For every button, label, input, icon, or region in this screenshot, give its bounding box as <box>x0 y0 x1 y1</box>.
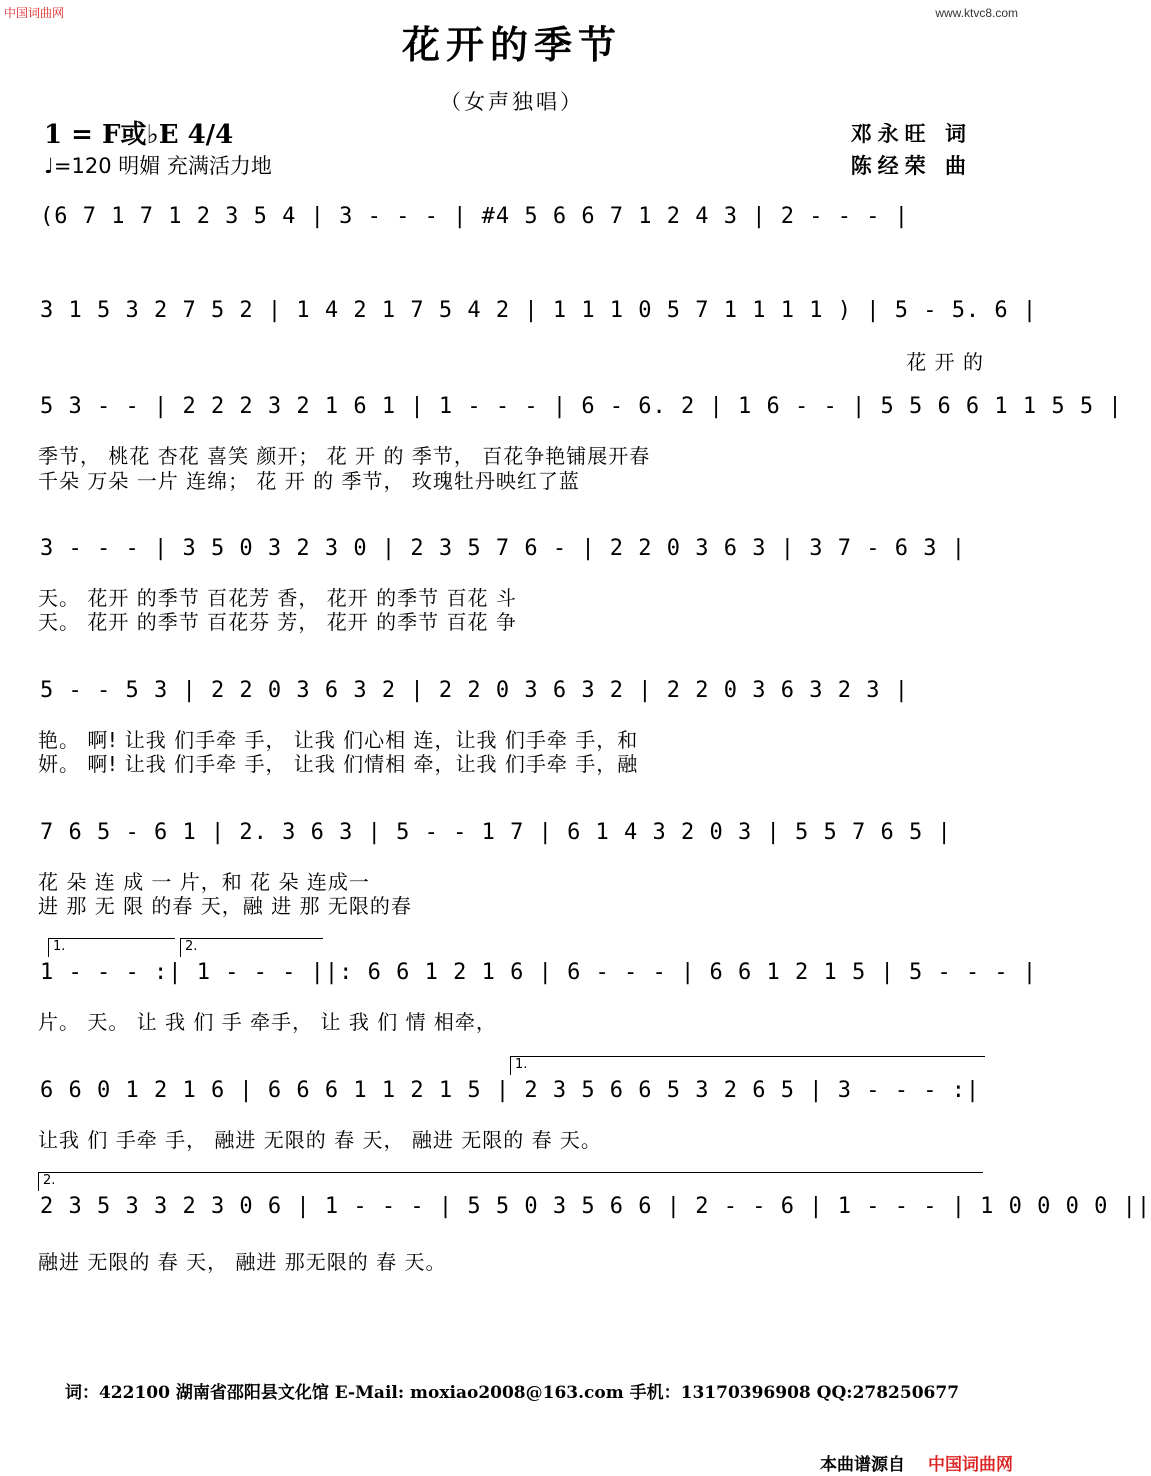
lyric-line-8a: 让我 们 手牵 手， 融进 无限的 春 天， 融进 无限的 春 天。 <box>38 1128 602 1152</box>
site-url: www.ktvc8.com <box>935 6 1018 20</box>
volta-first: 1. <box>48 938 175 957</box>
volta-second-b: 2. <box>38 1172 983 1191</box>
score-line-3: 5 3 - - | 2 2 2 3 2 1 6 1 | 1 - - - | 6 - 6. 2 | 1 6 - - | 5 5 6 6 1 1 5 5 | <box>40 394 1123 419</box>
score-line-8: 6 6 0 1 2 1 6 | 6 6 6 1 1 2 1 5 | 2 3 5 6 6 5 3 2 6 5 | 3 - - - :| <box>40 1078 981 1103</box>
score-line-1: (6 7 1 7 1 2 3 5 4 | 3 - - - | #4 5 6 6 7 1 2 4 3 | 2 - - - | <box>40 204 909 229</box>
footer-source-label: 本曲谱源自 <box>820 1455 905 1475</box>
lyricist-credit: 邓永旺 词 <box>850 122 972 146</box>
footer-site-logo: 中国词曲网 <box>928 1455 1013 1475</box>
lyric-line-5a: 艳。 啊! 让我 们手牵 手， 让我 们心相 连，让我 们手牵 手，和 <box>38 728 639 752</box>
song-subtitle: （女声独唱） <box>440 90 584 114</box>
score-line-4: 3 - - - | 3 5 0 3 2 3 0 | 2 3 5 7 6 - | 2 2 0 3 6 3 | 3 7 - 6 3 | <box>40 536 966 561</box>
volta-second: 2. <box>180 938 323 957</box>
score-line-5: 5 - - 5 3 | 2 2 0 3 6 3 2 | 2 2 0 3 6 3 2 | 2 2 0 3 6 3 2 3 | <box>40 678 909 703</box>
key-signature: 1 = F或♭E 4/4 <box>44 120 234 150</box>
lyric-line-2a: 花 开 的 <box>906 350 984 374</box>
score-line-2: 3 1 5 3 2 7 5 2 | 1 4 2 1 7 5 4 2 | 1 1 1 0 5 7 1 1 1 1 ) | 5 - 5. 6 | <box>40 298 1038 323</box>
lyric-line-6a: 花 朵 连 成 一 片，和 花 朵 连成一 <box>38 870 370 894</box>
song-title: 花开的季节 <box>401 22 622 67</box>
score-line-6: 7 6 5 - 6 1 | 2. 3 6 3 | 5 - - 1 7 | 6 1 4 3 2 0 3 | 5 5 7 6 5 | <box>40 820 952 845</box>
site-logo-left: 中国词曲网 <box>4 6 65 20</box>
score-line-9: 2 3 5 3 3 2 3 0 6 | 1 - - - | 5 5 0 3 5 6 6 | 2 - - 6 | 1 - - - | 1 0 0 0 0 || <box>40 1194 1151 1219</box>
score-line-7: 1 - - - :| 1 - - - ||: 6 6 1 2 1 6 | 6 - - - | 6 6 1 2 1 5 | 5 - - - | <box>40 960 1038 985</box>
lyric-line-4a: 天。 花开 的季节 百花芳 香， 花开 的季节 百花 斗 <box>38 586 517 610</box>
lyric-line-7a: 片。 天。 让 我 们 手 牵手， 让 我 们 情 相牵， <box>38 1010 497 1034</box>
lyric-line-4b: 天。 花开 的季节 百花芬 芳， 花开 的季节 百花 争 <box>38 610 517 634</box>
lyric-line-9a: 融进 无限的 春 天， 融进 那无限的 春 天。 <box>38 1250 447 1274</box>
volta-first-b: 1. <box>510 1056 985 1075</box>
lyric-line-3a: 季节， 桃花 杏花 喜笑 颜开； 花 开 的 季节， 百花争艳铺展开春 <box>38 444 651 468</box>
lyric-line-5b: 妍。 啊! 让我 们手牵 手， 让我 们情相 牵，让我 们手牵 手，融 <box>38 752 639 776</box>
lyric-line-6b: 进 那 无 限 的春 天，融 进 那 无限的春 <box>38 894 412 918</box>
footer-contact-info: 词：422100 湖南省邵阳县文化馆 E-Mail: moxiao2008@163.com 手机：13170396908 QQ:278250677 <box>64 1383 960 1403</box>
composer-credit: 陈经荣 曲 <box>850 154 972 178</box>
lyric-line-1a <box>38 244 984 270</box>
tempo-marking: ♩=120 明媚 充满活力地 <box>44 154 272 178</box>
lyric-line-3b: 千朵 万朵 一片 连绵； 花 开 的 季节， 玫瑰牡丹映红了蓝 <box>38 469 580 493</box>
